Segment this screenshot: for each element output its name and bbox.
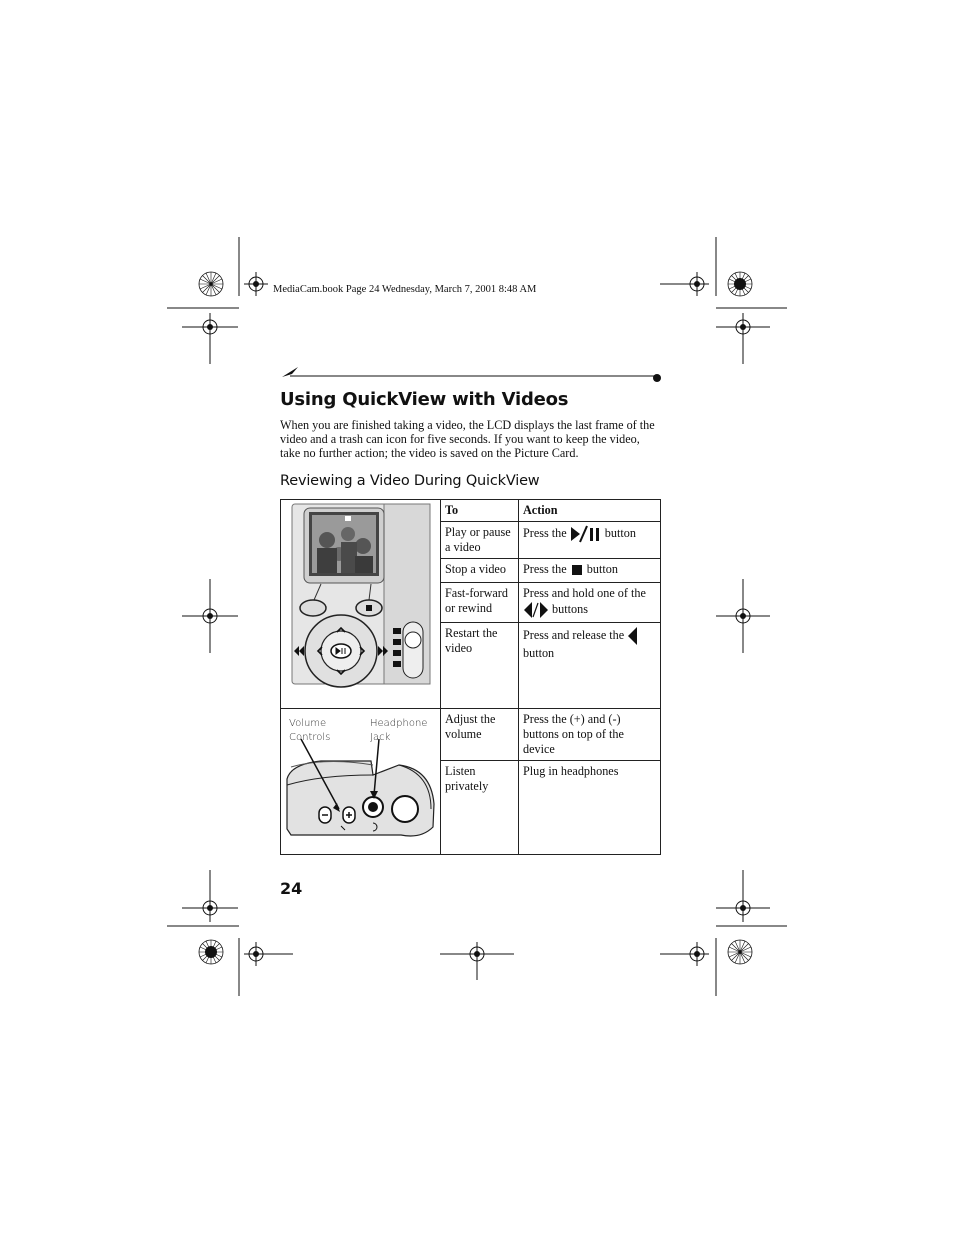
left-right-arrows-icon	[523, 601, 549, 619]
section-title: Using QuickView with Videos	[280, 389, 569, 410]
row-ff-rewind-to: Fast-forward or rewind	[441, 583, 519, 623]
camera-back-illustration	[281, 500, 441, 704]
row-volume-to: Adjust the volume	[441, 709, 519, 761]
row-play-pause-action: Press the button	[519, 522, 661, 559]
quickview-table	[280, 499, 661, 855]
row-play-pause-to: Play or pause a video	[441, 522, 519, 559]
file-info-header: MediaCam.book Page 24 Wednesday, March 7, 2001 8:48 AM	[273, 284, 537, 295]
section-subtitle: Reviewing a Video During QuickView	[280, 473, 540, 489]
row-restart-to: Restart the video	[441, 623, 519, 709]
headphone-jack-label: Headphone Jack	[370, 718, 428, 743]
camera-back-illustration-cell	[281, 500, 441, 709]
intro-paragraph: When you are finished taking a video, the LCD displays the last frame of the video and a trash can icon for five seconds. If you want to keep the video, take no further action; the video is saved on the Picture Card.	[280, 418, 655, 460]
header-action: Action	[519, 500, 661, 522]
section-rule	[280, 364, 665, 386]
row-ff-rewind-action: Press and hold one of the buttons	[519, 583, 661, 623]
stop-icon	[570, 564, 584, 576]
left-arrow-icon	[627, 626, 639, 646]
page-number: 24	[280, 879, 303, 898]
camera-top-illustration-cell	[281, 709, 441, 855]
row-stop-action: Press the button	[519, 559, 661, 583]
play-pause-icon	[570, 525, 602, 543]
row-volume-action: Press the (+) and (-) buttons on top of the device	[519, 709, 661, 761]
row-listen-to: Listen privately	[441, 761, 519, 855]
header-to: To	[441, 500, 519, 522]
volume-controls-label: Volume Controls	[289, 718, 331, 743]
row-stop-to: Stop a video	[441, 559, 519, 583]
row-restart-action: Press and release the button	[519, 623, 661, 709]
row-listen-action: Plug in headphones	[519, 761, 661, 855]
